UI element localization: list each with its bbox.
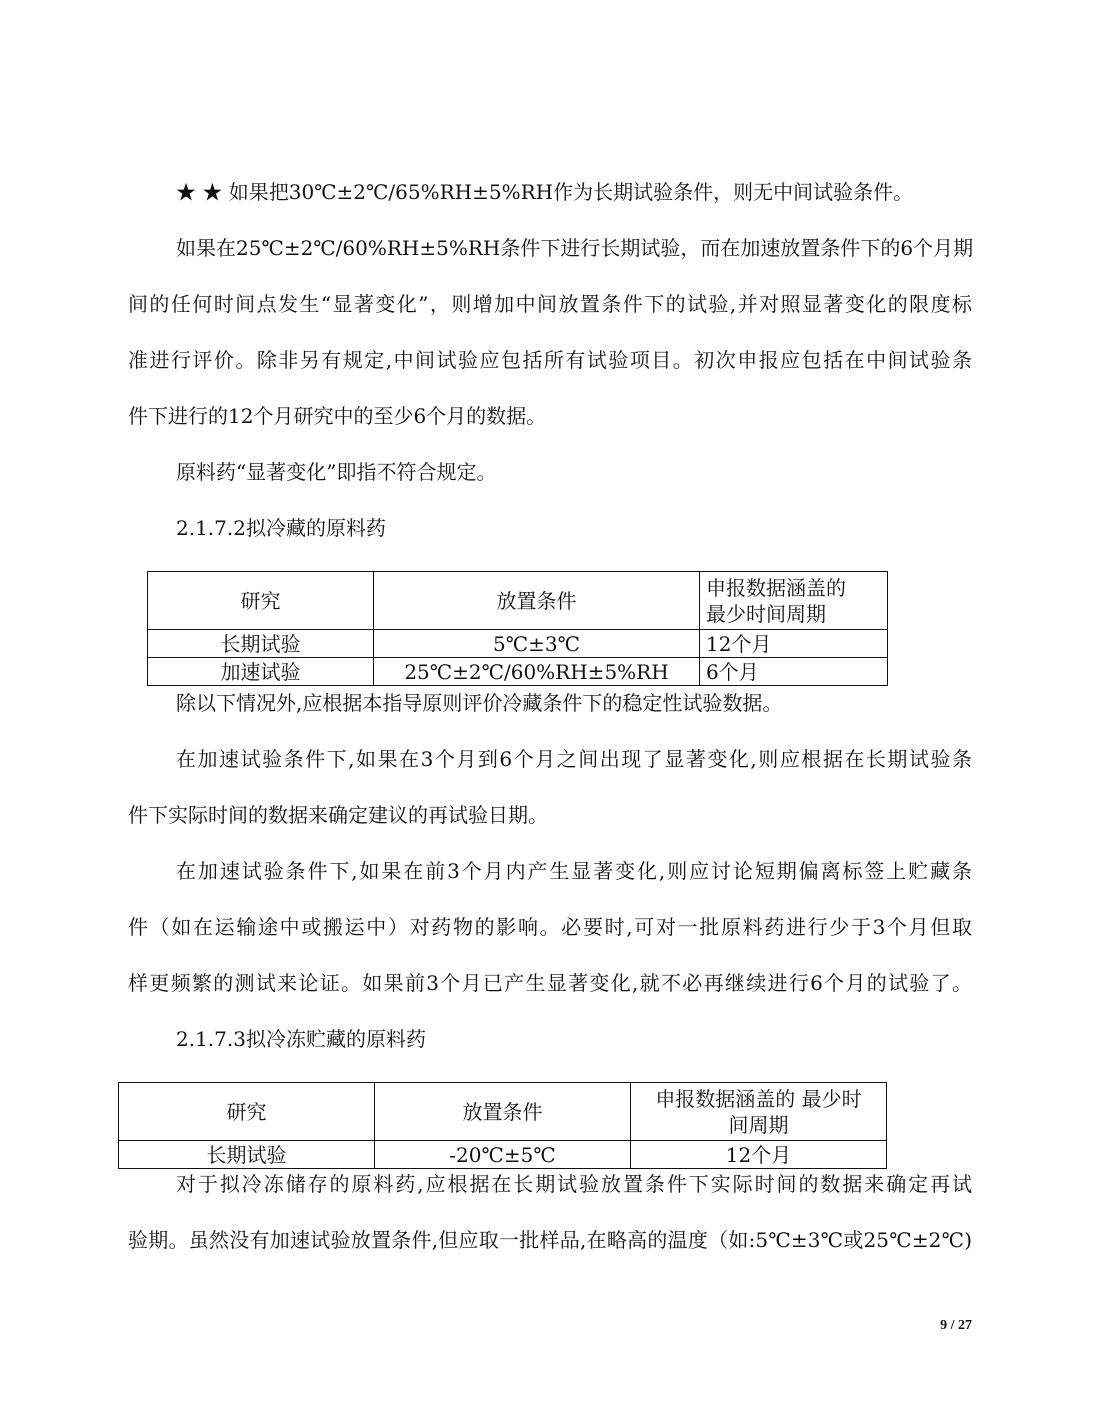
section-heading: 2.1.7.2拟冷藏的原料药 bbox=[176, 516, 386, 540]
table-cell: 6个月 bbox=[700, 658, 888, 686]
table-row bbox=[119, 1141, 887, 1169]
table-cell: 12个月 bbox=[631, 1141, 887, 1169]
table-header-cell: 研究 bbox=[148, 572, 374, 630]
paragraph-line: 件下实际时间的数据来确定建议的再试验日期。 bbox=[128, 803, 548, 827]
table-row bbox=[148, 658, 888, 686]
paragraph-line: 件（如在运输途中或搬运中）对药物的影响。必要时,可对一批原料药进行少于3个月但取 bbox=[128, 915, 972, 939]
page-number: 9 / 27 bbox=[940, 1318, 972, 1333]
paragraph-line: 如果在25℃±2℃/60%RH±5%RH条件下进行长期试验，而在加速放置条件下的6个月期 bbox=[176, 236, 974, 260]
table-header-cell: 放置条件 bbox=[375, 1083, 631, 1141]
table-cell: -20℃±5℃ bbox=[375, 1141, 631, 1169]
table-header-row bbox=[119, 1083, 887, 1141]
paragraph-line: 除以下情况外,应根据本指导原则评价冷藏条件下的稳定性试验数据。 bbox=[176, 691, 783, 715]
table-cell: 长期试验 bbox=[148, 630, 374, 658]
paragraph-line: 验期。虽然没有加速试验放置条件,但应取一批样品,在略高的温度（如:5℃±3℃或25℃±2℃) bbox=[128, 1228, 972, 1252]
paragraph-line: 在加速试验条件下,如果在前3个月内产生显著变化,则应讨论短期偏离标签上贮藏条 bbox=[176, 859, 972, 883]
paragraph-line: 样更频繁的测试来论证。如果前3个月已产生显著变化,就不必再继续进行6个月的试验了。 bbox=[128, 971, 972, 995]
paragraph-star-note: ★ ★ 如果把30℃±2℃/65%RH±5%RH作为长期试验条件，则无中间试验条件。 bbox=[176, 180, 914, 204]
paragraph-line: 原料药“显著变化”即指不符合规定。 bbox=[176, 460, 497, 484]
storage-table-refrigerated bbox=[147, 571, 888, 686]
paragraph-line: 件下进行的12个月研究中的至少6个月的数据。 bbox=[128, 404, 547, 428]
section-heading: 2.1.7.3拟冷冻贮藏的原料药 bbox=[176, 1027, 426, 1051]
table-header-row bbox=[148, 572, 888, 630]
table-header-cell: 申报数据涵盖的 最少时间周期 bbox=[700, 572, 888, 630]
table-cell: 12个月 bbox=[700, 630, 888, 658]
table-header-cell: 研究 bbox=[119, 1083, 375, 1141]
table-cell: 加速试验 bbox=[148, 658, 374, 686]
paragraph-line: 间的任何时间点发生“显著变化”，则增加中间放置条件下的试验,并对照显著变化的限度标 bbox=[128, 292, 972, 316]
table-header-cell: 申报数据涵盖的 最少时 间周期 bbox=[631, 1083, 887, 1141]
table-cell: 25℃±2℃/60%RH±5%RH bbox=[374, 658, 700, 686]
table-header-cell: 放置条件 bbox=[374, 572, 700, 630]
paragraph-line: 在加速试验条件下,如果在3个月到6个月之间出现了显著变化,则应根据在长期试验条 bbox=[176, 747, 972, 771]
paragraph-line: 对于拟冷冻储存的原料药,应根据在长期试验放置条件下实际时间的数据来确定再试 bbox=[176, 1172, 972, 1196]
storage-table-frozen bbox=[118, 1082, 887, 1169]
table-cell: 长期试验 bbox=[119, 1141, 375, 1169]
table-cell: 5℃±3℃ bbox=[374, 630, 700, 658]
table-row bbox=[148, 630, 888, 658]
paragraph-line: 准进行评价。除非另有规定,中间试验应包括所有试验项目。初次申报应包括在中间试验条 bbox=[128, 348, 972, 372]
